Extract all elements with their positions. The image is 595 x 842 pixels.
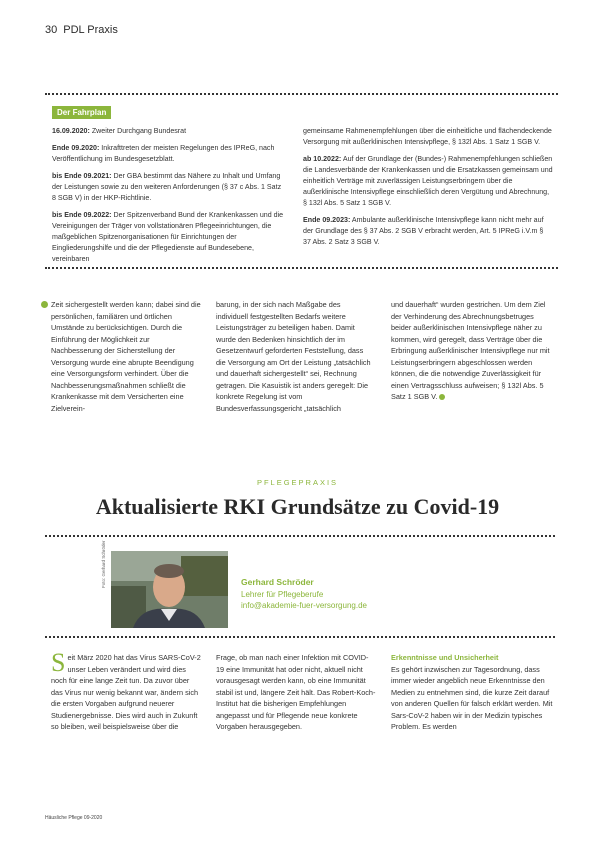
timeline-entry [52,143,284,165]
timeline-date: 16.09.2020: [52,127,90,135]
timeline-entry [303,215,553,248]
timeline-text: Ambulante außerklinische Intensivpflege kann nicht mehr auf der Grundlage des § 37 Abs. 2 SGB V erbracht werden, Art. 5 IPReG i.V.m § 37 Abs. 2 Satz 3 SGB V. [303,216,544,246]
timeline-date: ab 10.2022: [303,155,342,163]
timeline-entry [303,126,553,148]
divider [45,535,555,537]
author-portrait-image [111,551,228,628]
timeline-text: gemeinsame Rahmenempfehlungen über die einheitliche und flächendeckende Versorgung mit außerklinischen Intensivpflege, § 132l Abs. 1 Satz 1 SGB V. [303,127,552,146]
article2-column-3 [391,652,553,733]
section-title: PDL Praxis [63,24,118,36]
article1-column-2: barung, in der sich nach Maßgabe des individuell festgestellten Bedarfs weitere Leistungsträger zu beteiligen haben. Damit wurde den Bedenken hinsichtlich der im Gesetzentwurf geforderten Feststellung, dass die Versorgung am Ort der Leistung „tatsächlich und dauerhaft sichergestellt“ sei, Rechnung getragen. Die Kasuistik ist anders geregelt: Die konkrete Regelung ist vom Bundesverfassungsgericht „tatsächlich [216,300,371,413]
timeline-date: bis Ende 09.2022: [52,211,112,219]
timeline-entry [303,154,553,209]
page-number: 30 [45,24,58,36]
continuation-bullet-icon [41,301,48,308]
article2-column-1 [51,648,201,733]
author-name: Gerhard Schröder [241,577,314,587]
divider [45,636,555,638]
article2-column-2: Frage, ob man nach einer Infektion mit COVID-19 eine Immunität hat oder nicht, aktuell nicht vorausgesagt werden kann, ob eine Immunität stabil ist und, längere Zeit hält. Das Robert-Koch-Institut hat die bisherigen Empfehlungen angepasst und für Pflegende neue konkrete Vorgaben herausgegeben. [216,653,376,731]
timeline-entry [52,210,284,265]
article-headline: Aktualisierte RKI Grundsätze zu Covid-19 [95,494,500,519]
page-footer: Häusliche Pflege 09-2020 [45,815,103,821]
page-header [45,24,118,36]
timeline-text: Der GBA bestimmt das Nähere zu Inhalt und Umfang der Leistungen sowie zu den weiteren Anforderungen (§ 37 c Abs. 1 Satz 8 SGB V) in der HKP-Richtlinie. [52,172,282,202]
timeline-entry [52,126,284,137]
timeline-text: Inkrafttreten der meisten Regelungen des IPReG, nach Veröffentlichung im Bundesgesetzblatt. [52,144,275,163]
article2-column-1-text: eit März 2020 hat das Virus SARS-CoV-2 unser Leben verändert und wird dies noch für eine lange Zeit tun. Da zuvor über das Virus nur wenig bekannt war, ändern sich die ersten Vorgaben aufgrund neuerer Studienergebnisse. Dies wird auch in Zukunft so bleiben, weil beispielsweise über die [51,653,201,731]
timeline-left-column [52,126,284,271]
timeline-date: Ende 09.2023: [303,216,351,224]
article2-subhead: Erkenntnisse und Unsicherheit [391,653,499,662]
photo-credit: Foto: Gerhard Schröder [101,540,106,588]
article1-column-3-text: und dauerhaft“ wurden gestrichen. Um dem Ziel der Verhinderung des Abrechnungsbetruges beider außerklinischen Intensivpflege näher zu kommen, wird geregelt, dass Verträge über die Erbringung außerklinischer Intensivpflege nur mit Leistungserbringern abgeschlossen werden können, die die notwendige Zuverlässigkeit für einen Vertragsschluss aufweisen; § 132l Abs. 5 Satz 1 SGB V. [391,300,550,401]
drop-cap: S [51,648,66,677]
author-role: Lehrer für Pflegeberufe [241,589,324,599]
article1-column-1: Zeit sichergestellt werden kann; dabei sind die persönlichen, familiären und örtlichen Umstände zu berücksichtigen. Durch die Einführung der Möglichkeit zur Nachbesserung der Sicherstellung der Versorgung wurde eine abrupte Beendigung eine Versorgungsform verhindert. Über die Nachbesserungsmaßnahmen schließt die Krankenkasse mit dem Versicherten eine Zielverein- [51,300,201,413]
timeline-date: bis Ende 09.2021: [52,172,112,180]
article2-column-3-text: Es gehört inzwischen zur Tagesordnung, dass immer wieder angeblich neue Erkenntnisse den Medien zu entnehmen sind, die kurze Zeit darauf von anderen Quellen für falsch erklärt werden. Mit Sars-CoV-2 haben wir in der Medizin typisches Problem. Es werden [391,664,553,731]
timeline-text: Der Spitzenverband Bund der Krankenkassen und die Vereinigungen der Träger von vollstationären Pflegeeinrichtungen, die maßgeblichen Spitzenorganisationen für Einrichtungen der Eingliederungshilfe und die der Pflegedienste auf Bundesebene, vereinbaren [52,211,284,263]
article1-column-3 [391,299,551,403]
article-end-icon [439,394,445,400]
author-block [241,577,367,612]
article-kicker: PFLEGEPRAXIS [256,478,339,487]
timeline-text: Zweiter Durchgang Bundesrat [89,127,187,135]
timeline-box-tag: Der Fahrplan [52,106,111,119]
timeline-entry [52,171,284,204]
timeline-right-column [303,126,553,254]
author-email-link[interactable]: info@akademie-fuer-versorgung.de [241,601,367,610]
timeline-date: Ende 09.2020: [52,144,100,152]
timeline-text: Auf der Grundlage der (Bundes-) Rahmenempfehlungen schließen die Landesverbände der Krankenkassen und die Ersatzkassen gemeinsam und einheitlich Verträge mit zuverlässigen Leistungserbringern über die außerklinische Intensivpflege einschließlich deren Vergütung und Abrechnung, § 132l Abs. 5 Satz 1 SGB V. [303,155,553,207]
author-photo [111,551,228,628]
